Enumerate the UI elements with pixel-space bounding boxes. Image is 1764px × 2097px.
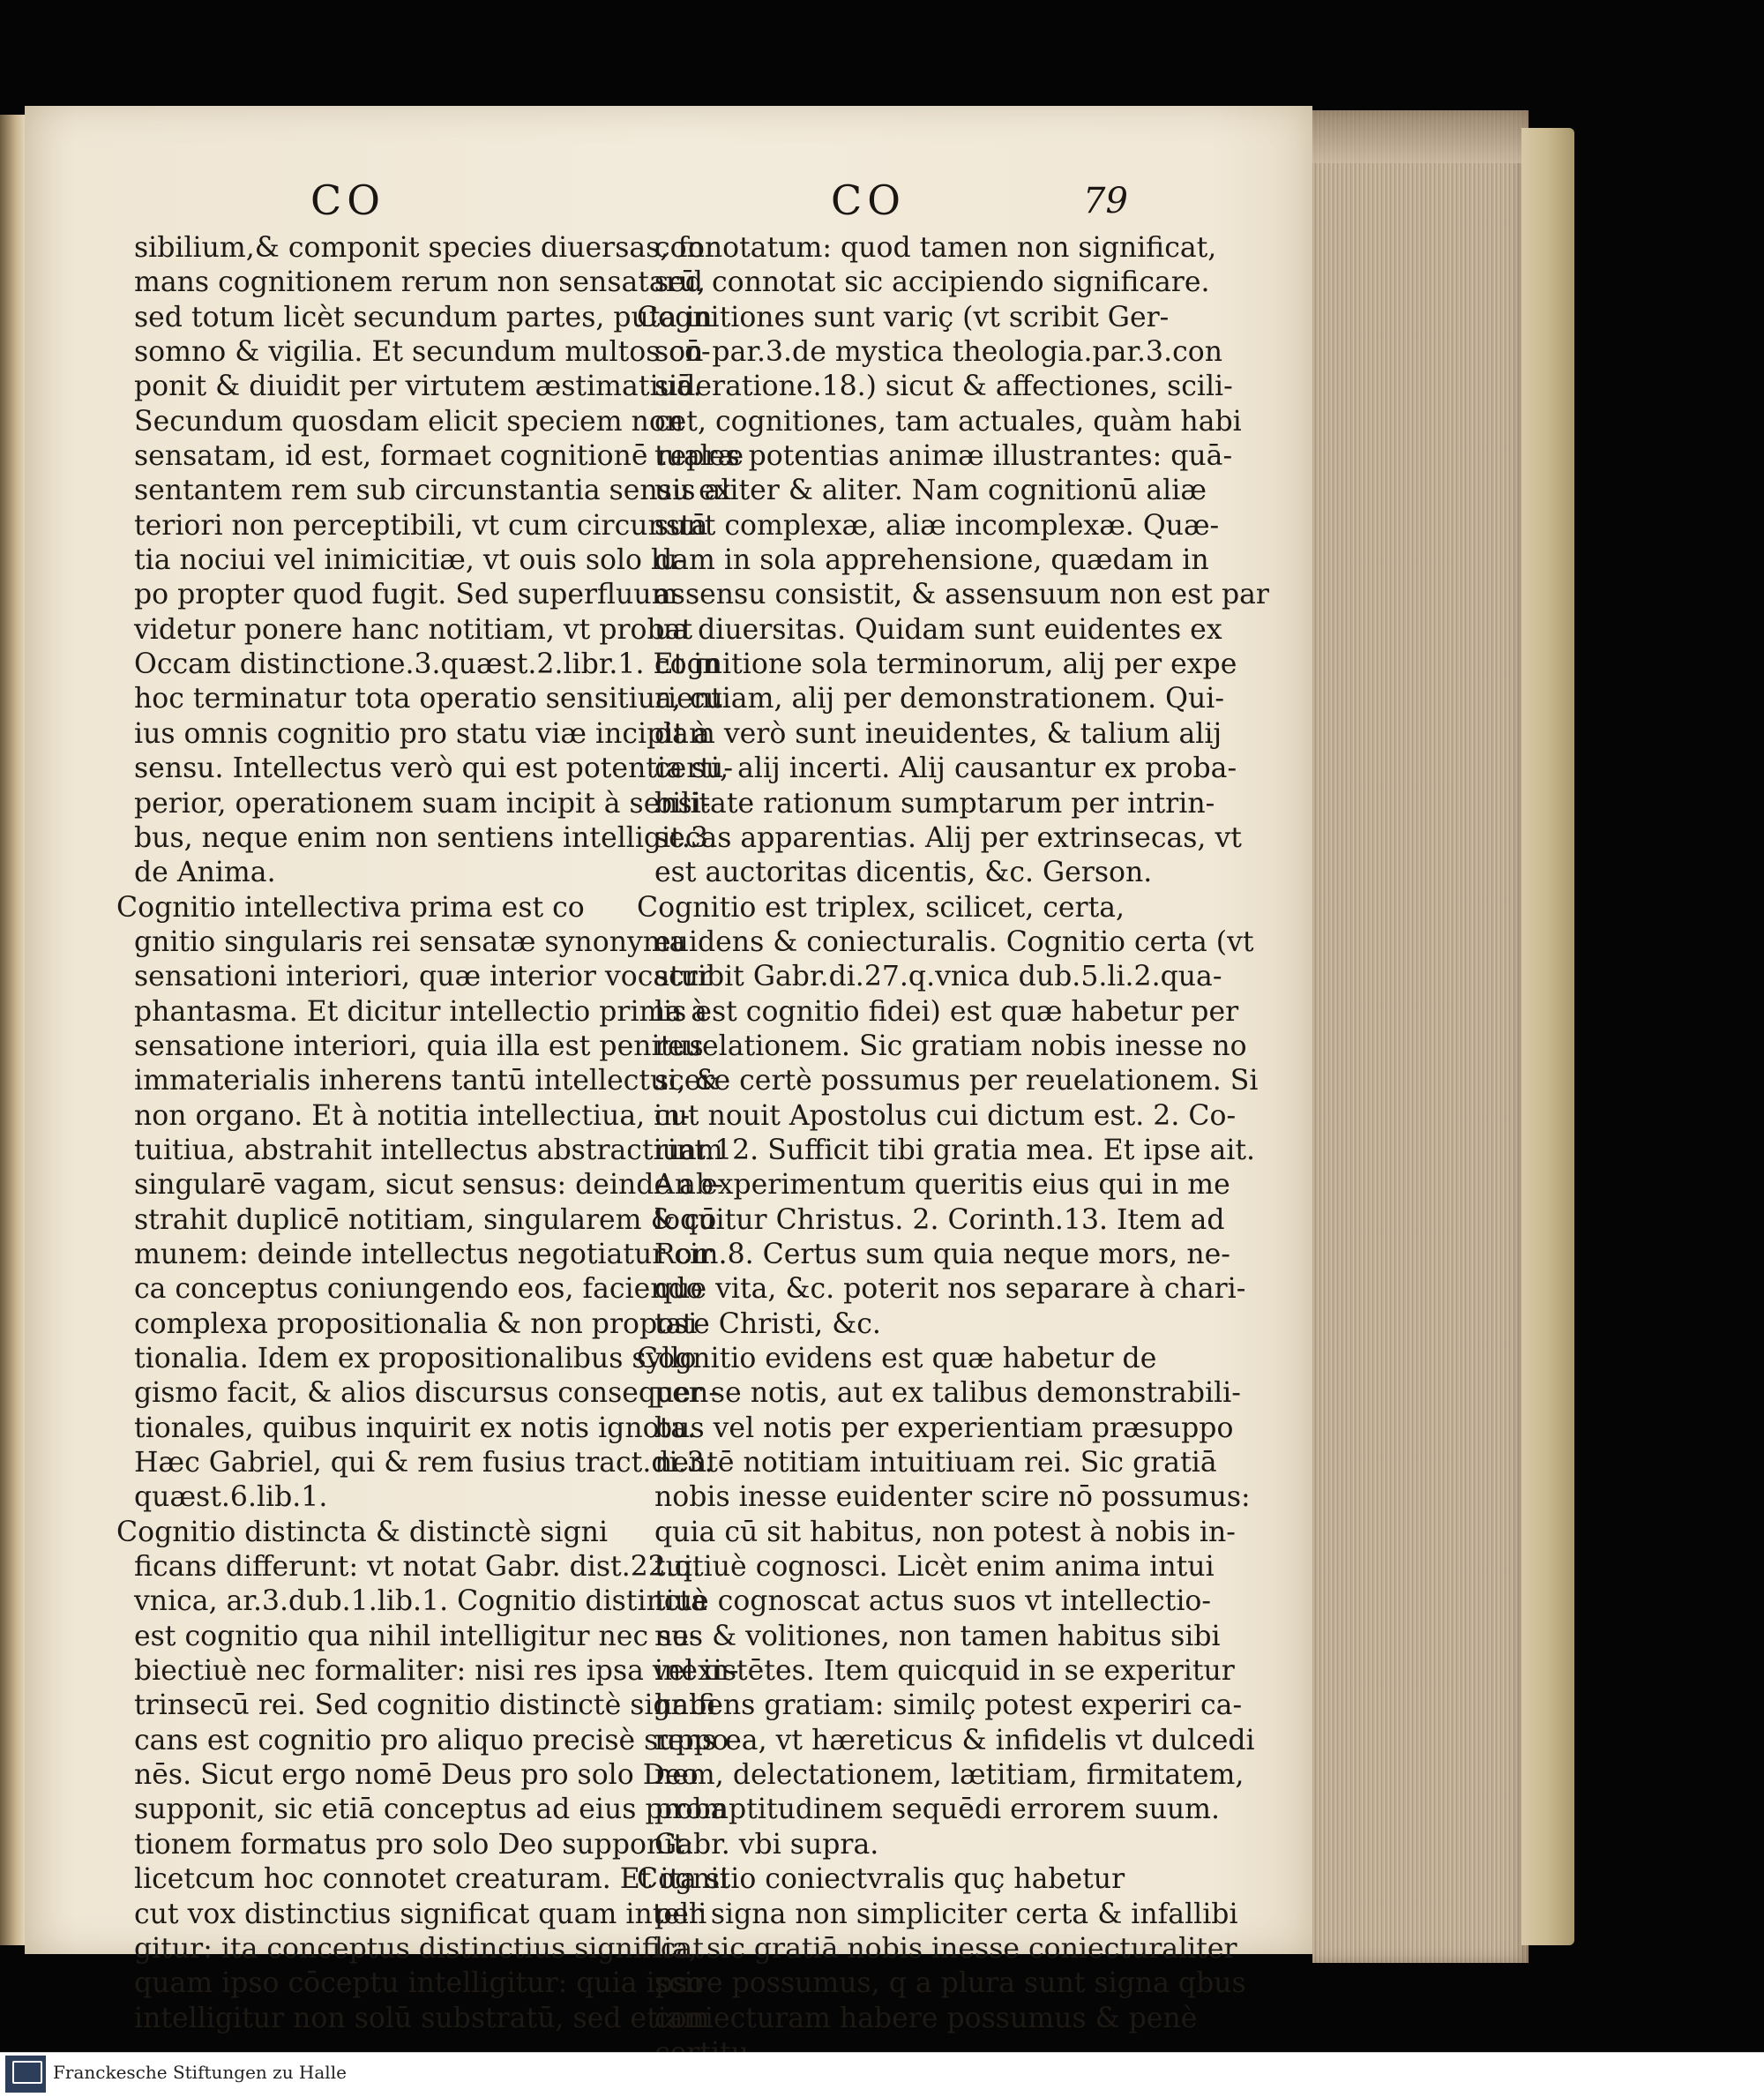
text-line: Rom.8. Certus sum quia neque mors, ne-	[654, 1238, 1230, 1270]
text-line: Hæc Gabriel, qui & rem fusius tract.di.3.	[134, 1447, 714, 1479]
text-line: cet, cognitiones, tam actuales, quàm habi	[654, 405, 1242, 438]
text-line: tia nociui vel inimicitiæ, vt ouis solo lu-	[134, 544, 688, 577]
footer-institution-name: Franckesche Stiftungen zu Halle	[53, 2062, 347, 2083]
text-line: gitur: ita conceptus distinctius significat	[134, 1932, 704, 1965]
text-line: non organo. Et à notitia intellectiua, in-	[134, 1099, 691, 1132]
text-line: ponit & diuidit per virtutem æstimatiuā.	[134, 371, 702, 403]
text-line: gnitio singularis rei sensatæ synonyma	[134, 925, 686, 958]
text-line: hoc terminatur tota operatio sensitiua, cu	[134, 683, 723, 715]
text-line: cut nouit Apostolus cui dictum est. 2. Co-	[654, 1099, 1237, 1132]
text-line: trinsecū rei. Sed cognitio distinctè signifi	[134, 1689, 717, 1722]
text-line: tate Christi, &c.	[654, 1307, 881, 1340]
text-line: secas apparentias. Alij per extrinsecas, vt	[654, 821, 1242, 854]
page-fore-edge	[1312, 110, 1529, 1963]
text-line: ca conceptus coniungendo eos, faciendo	[134, 1273, 703, 1306]
text-line: tionem formatus pro solo Deo supponit:	[134, 1828, 694, 1861]
text-line: euidens & coniecturalis. Cognitio certa (vt	[654, 925, 1254, 958]
text-line: sibilium,& componit species diuersas, for	[134, 232, 719, 264]
text-line: ua diuersitas. Quidam sunt euidentes ex	[654, 613, 1222, 646]
text-line: teriori non perceptibili, vt cum circunstā	[134, 509, 708, 542]
text-line: Cognitio intellectiva prima est co	[116, 891, 585, 924]
text-line: bilitate rationum sumptarum per intrin-	[654, 787, 1215, 820]
text-line: Occam distinctione.3.quæst.2.libr.1. Et in	[134, 648, 721, 681]
text-line: per se notis, aut ex talibus demonstrabili-	[654, 1377, 1241, 1410]
text-line: uis aliter & aliter. Nam cognitionū aliæ	[654, 475, 1207, 507]
text-line: complexa propositionalia & non proposi	[134, 1307, 698, 1340]
text-line: strahit duplicē notitiam, singularem & cō	[134, 1203, 717, 1236]
text-line: cut vox distinctius significat quam intelli	[134, 1898, 707, 1930]
text-line: vnica, ar.3.dub.1.lib.1. Cognitio distincta	[134, 1585, 707, 1618]
text-line: ficans differunt: vt notat Gabr. dist.22.q.	[134, 1551, 701, 1584]
text-line: sensatam, id est, formaet cognitionē repræ	[134, 440, 744, 473]
text-line: est auctoritas dicentis, &c. Gerson.	[654, 857, 1153, 889]
text-line: reuelationem. Sic gratiam nobis inesse no	[654, 1030, 1247, 1062]
text-line: ius omnis cognitio pro statu viæ incipit à	[134, 717, 710, 750]
text-line: nobis inesse euidenter scire nō possumus:	[654, 1481, 1251, 1514]
text-line: Cognitio evidens est quæ habetur de	[637, 1343, 1157, 1374]
text-line: po propter quod fugit. Sed superfluum	[134, 579, 678, 611]
running-head-right: CO	[831, 176, 906, 224]
text-line: que vita, &c. poterit nos separare à chari-	[654, 1273, 1246, 1306]
text-line: connotatum: quod tamen non significat,	[654, 232, 1217, 264]
text-line: nentē notitiam intuitiuam rei. Sic gratiā	[654, 1447, 1217, 1479]
text-line: rens ea, vt hæreticus & infidelis vt dulcedi	[654, 1724, 1255, 1756]
text-line: dam in sola apprehensione, quædam in	[654, 544, 1209, 577]
text-line: cognitione sola terminorum, alij per expe	[654, 648, 1237, 681]
text-line: videtur ponere hanc notitiam, vt probat	[134, 613, 693, 646]
logo-mark	[12, 2061, 42, 2084]
text-line: habens gratiam: similç potest experiri ca-	[654, 1689, 1243, 1722]
text-line: nes & volitiones, non tamen habitus sibi	[654, 1620, 1221, 1652]
text-line: sensatione interiori, quia illa est penitus	[134, 1030, 704, 1062]
text-line: est cognitio qua nihil intelligitur nec su-	[134, 1620, 699, 1652]
text-line: tuitiuè cognosci. Licèt enim anima intui	[654, 1551, 1215, 1584]
text-line: lia, sic gratiā nobis inesse coniecturaliter	[654, 1932, 1237, 1965]
text-line: de Anima.	[134, 857, 276, 889]
text-line: sensationi interiori, quæ interior vocatur	[134, 961, 713, 993]
text-line: dam verò sunt ineuidentes, & talium alij	[654, 717, 1222, 750]
text-line: rint.12. Sufficit tibi gratia mea. Et ipse ait.	[654, 1134, 1255, 1166]
text-line: sunt complexæ, aliæ incomplexæ. Quæ-	[654, 509, 1220, 542]
text-line: biectiuè nec formaliter: nisi res ipsa vel in-	[134, 1655, 739, 1688]
text-line: supponit, sic etiā conceptus ad eius proba	[134, 1794, 728, 1826]
book-spine-left	[0, 115, 26, 1945]
text-line: assensu consistit, & assensuum non est par	[654, 579, 1269, 611]
right-text-column	[637, 231, 1269, 2071]
text-line: nēs. Sicut ergo nomē Deus pro solo Deo	[134, 1759, 699, 1792]
text-line: phantasma. Et dicitur intellectio prima à	[134, 995, 707, 1028]
text-line: per signa non simpliciter certa & infallibi	[654, 1898, 1238, 1930]
text-line: somno & vigilia. Et secundum multos cō-	[134, 336, 711, 369]
text-line: An experimentum queritis eius qui in me	[654, 1169, 1230, 1202]
text-line: son par.3.de mystica theologia.par.3.con	[654, 336, 1222, 369]
text-line: scire possumus, q a plura sunt signa qbus	[654, 1967, 1246, 2000]
text-line: tiuè cognoscat actus suos vt intellectio-	[654, 1585, 1211, 1618]
text-line: sideratione.18.) sicut & affectiones, scili-	[654, 371, 1233, 403]
text-line: tuales potentias animæ illustrantes: quā-	[654, 440, 1233, 473]
text-line: scribit Gabr.di.27.q.vnica dub.5.li.2.qua-	[654, 961, 1222, 993]
text-line: scere certè possumus per reuelationem. Si	[654, 1065, 1259, 1097]
text-line: cans est cognitio pro aliquo precisè suppo	[134, 1724, 729, 1756]
text-line: bus vel notis per experientiam præsuppo	[654, 1412, 1234, 1444]
text-line: loquitur Christus. 2. Corinth.13. Item ad	[654, 1203, 1225, 1236]
text-line: mans cognitionem rerum non sensatarū,	[134, 266, 706, 299]
book-cover-edge	[1521, 128, 1574, 1945]
text-line: sensu. Intellectus verò qui est potentia su-	[134, 753, 733, 785]
text-line: licetcum hoc connotet creaturam. Et ita si	[134, 1863, 729, 1896]
text-line: gismo facit, & alios discursus consequen-	[134, 1377, 718, 1410]
text-line: munem: deinde intellectus negotiatur cir	[134, 1238, 713, 1270]
text-line: singularē vagam, sicut sensus: deinde ab-	[134, 1169, 723, 1202]
text-line: inexistētes. Item quicquid in se experitur	[654, 1655, 1235, 1688]
text-line: quæst.6.lib.1.	[134, 1481, 328, 1514]
running-head-left: CO	[310, 176, 385, 224]
text-line: certi, alij incerti. Alij causantur ex proba-	[654, 753, 1237, 785]
left-text-column	[116, 231, 744, 2036]
text-line: sentantem rem sub circunstantia sensu ex	[134, 475, 731, 507]
text-line: perior, operationem suam incipit à sensi-	[134, 787, 711, 820]
text-line: Secundum quosdam elicit speciem non	[134, 405, 684, 438]
text-line: sed totum licèt secundum partes, puta in	[134, 301, 713, 333]
text-line: lis est cognitio fidei) est quæ habetur per	[654, 995, 1239, 1028]
text-line: Cognitio distincta & distinctè signi	[116, 1516, 609, 1548]
fore-edge-shadow	[1312, 110, 1529, 163]
text-line: sed connotat sic accipiendo significare.	[654, 266, 1210, 299]
text-line: Cognitiones sunt variç (vt scribit Ger-	[637, 301, 1170, 333]
text-line: tionalia. Idem ex propositionalibus syllo	[134, 1343, 697, 1374]
text-line: Cognitio coniectvralis quç habetur	[637, 1863, 1125, 1896]
text-line: intelligitur non solū substratū, sed etiam	[134, 2002, 710, 2034]
page-number: 79	[1083, 181, 1128, 221]
text-line: promptitudinem sequēdi errorem suum.	[654, 1794, 1221, 1826]
text-line: nem, delectationem, lætitiam, firmitatem,	[654, 1759, 1245, 1792]
text-line: immaterialis inherens tantū intellectui, &	[134, 1065, 720, 1097]
text-line: tuitiua, abstrahit intellectus abstractiuam	[134, 1134, 723, 1166]
text-line: tionales, quibus inquirit ex notis ignota.	[134, 1412, 697, 1444]
text-line: quam ipso cōceptu intelligitur: quia ipso	[134, 1967, 704, 2000]
text-line: Gabr. vbi supra.	[654, 1828, 879, 1861]
text-line: bus, neque enim non sentiens intelligit.3.	[134, 821, 717, 854]
text-line: quia cū sit habitus, non potest à nobis in-	[654, 1516, 1236, 1548]
text-line: coniecturam habere possumus & penè	[654, 2002, 1198, 2034]
text-line: Cognitio est triplex, scilicet, certa,	[637, 891, 1125, 924]
text-line: rientiam, alij per demonstrationem. Qui-	[654, 683, 1224, 715]
